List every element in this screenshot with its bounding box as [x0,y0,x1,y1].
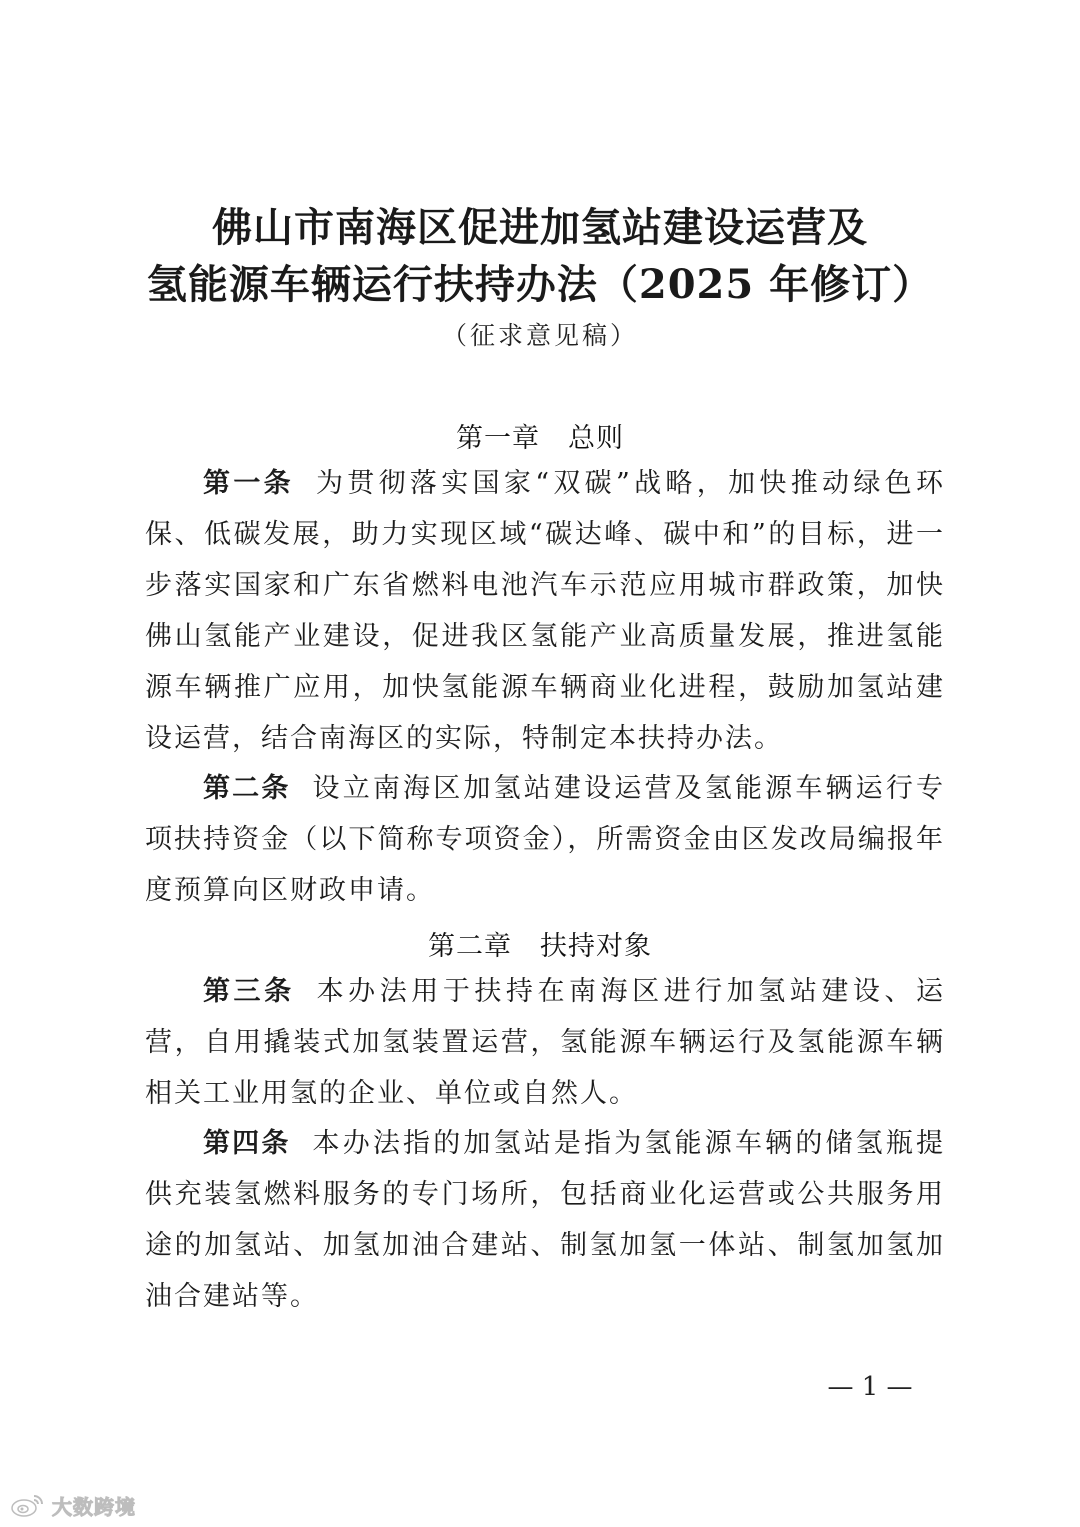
document-title-line-2: 氢能源车辆运行扶持办法（2025 年修订） [146,261,934,308]
document-title-line-1: 佛山市南海区促进加氢站建设运营及 [212,204,868,251]
chapter-heading-2: 第二章 扶持对象 [428,931,652,962]
article-label: 第一条 [203,468,294,499]
article-4 [145,1118,945,1322]
article-1 [145,458,945,764]
article-text: 本办法指的加氢站是指为氢能源车辆的储氢瓶提供充装氢燃料服务的专门场所，包括商业化运营或公共服务用途的加氢站、加氢加油合建站、制氢加氢一体站、制氢加氢加油合建站等。 [145,1128,946,1312]
watermark-text: 大数跨境 [52,1494,136,1519]
article-2 [145,763,945,916]
article-text: 设立南海区加氢站建设运营及氢能源车辆运行专项扶持资金（以下简称专项资金），所需资金由区发改局编报年度预算向区财政申请。 [145,773,946,906]
article-label: 第四条 [203,1128,291,1159]
chapter-heading-1: 第一章 总则 [456,423,624,454]
article-text: 本办法用于扶持在南海区进行加氢站建设、运营，自用撬装式加氢装置运营，氢能源车辆运行及氢能源车辆相关工业用氢的企业、单位或自然人。 [145,976,946,1109]
article-label: 第三条 [203,976,295,1007]
article-label: 第二条 [203,773,291,804]
watermark [10,1490,136,1520]
weibo-logo-icon [10,1492,46,1518]
article-3 [145,966,945,1119]
document-subtitle: （征求意见稿） [441,321,638,350]
article-text: 为贯彻落实国家“双碳”战略，加快推动绿色环保、低碳发展，助力实现区域“碳达峰、碳中和”的目标，进一步落实国家和广东省燃料电池汽车示范应用城市群政策，加快佛山氢能产业建设，促进我区氢能产业高质量发展，推进氢能源车辆推广应用，加快氢能源车辆商业化进程，鼓励加氢站建设运营，结合南海区的实际，特制定本扶持办法。 [145,468,946,754]
page-number: — 1 — [827,1372,913,1402]
